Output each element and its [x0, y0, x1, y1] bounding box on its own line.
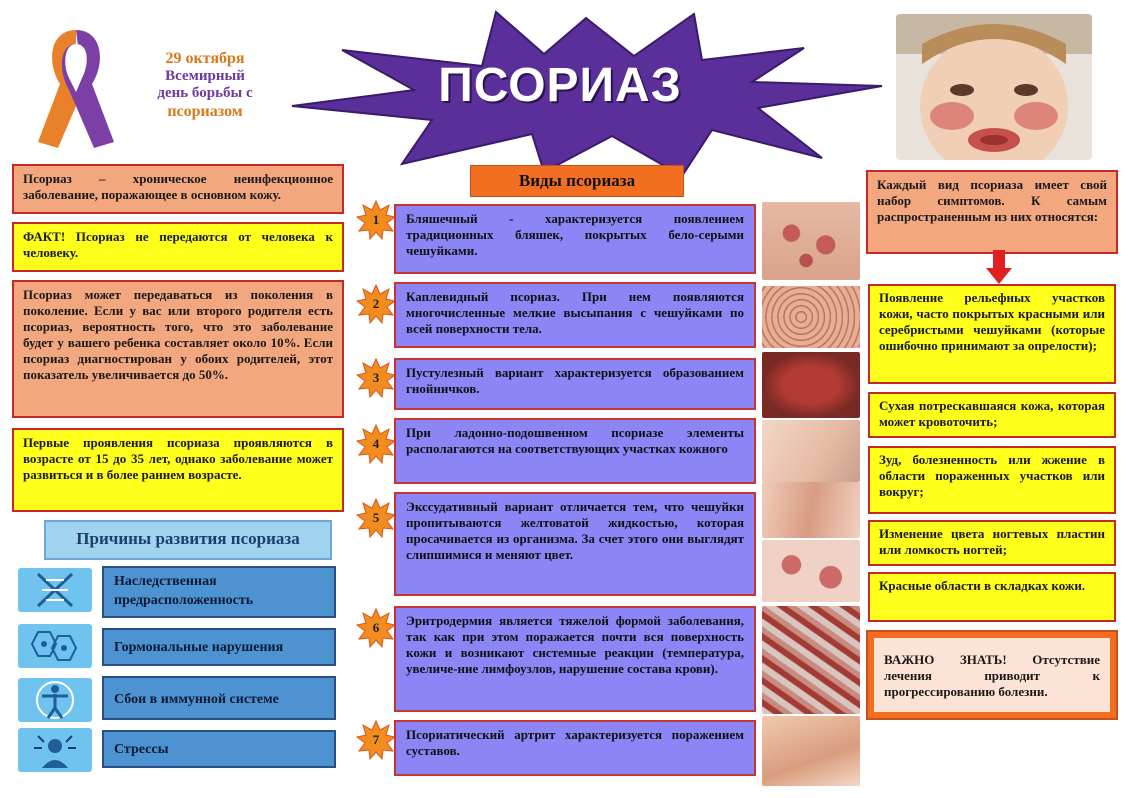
symptoms-intro-box: Каждый вид псориаза имеет свой набор симптомов. К самым распространенным из них относятся: — [866, 170, 1118, 254]
number-burst-icon — [356, 358, 396, 398]
number-burst-icon — [356, 284, 396, 324]
type-number: 4 — [372, 436, 380, 451]
symptom-item: Сухая потрескавшаяся кожа, которая может кровоточить; — [868, 392, 1116, 438]
psoriasis-type-box: Бляшечный - характеризуется появлением традиционных бляшек, покрытых бело-серыми чешуйками. — [394, 204, 756, 274]
important-note-box — [866, 630, 1118, 720]
number-burst-icon — [356, 720, 396, 760]
type-number: 2 — [372, 296, 380, 311]
number-burst-icon — [356, 200, 396, 240]
plaque-psoriasis-photo — [762, 202, 860, 280]
fact-box: ФАКТ! Псориаз не передаются от человека к человеку. — [12, 222, 344, 272]
page-title: ПСОРИАЗ — [438, 59, 682, 112]
child-face-photo — [896, 14, 1092, 160]
psoriasis-type-box: Пустулезный вариант характеризуется образованием гнойничков. — [394, 358, 756, 410]
dna-icon — [18, 568, 92, 612]
type-number: 5 — [372, 510, 380, 525]
causes-title: Причины развития псориаза — [44, 520, 332, 560]
type-number: 1 — [372, 212, 380, 227]
event-line: день борьбы с — [157, 85, 253, 101]
exudative-psoriasis-photo — [762, 540, 860, 602]
palmoplantar-psoriasis-photo — [762, 420, 860, 482]
cause-item: Гормональные нарушения — [102, 628, 336, 666]
symptom-item: Появление рельефных участков кожи, часто покрытых красными или серебристыми чешуйками (которые ошибочно принимают за опрелости); — [868, 284, 1116, 384]
important-note-text: ВАЖНО ЗНАТЬ! Отсутствие лечения приводит к прогрессированию болезни. — [874, 638, 1110, 712]
psoriasis-type-box: Эритродермия является тяжелой формой заболевания, так как при этом поражается почти вся поверхность кожи и возникают системные реакции (температура, увеличе-ние лимфоузлов, нарушение состава крови). — [394, 606, 756, 712]
psoriasis-type-box: При ладонно-подошвенном псориазе элементы располагаются на соответствующих участках кожного — [394, 418, 756, 484]
cells-icon — [18, 624, 92, 668]
guttate-psoriasis-photo — [762, 286, 860, 348]
stress-person-icon — [18, 728, 92, 772]
number-burst-icon — [356, 498, 396, 538]
pustular-psoriasis-photo — [762, 352, 860, 418]
number-burst-icon — [356, 608, 396, 648]
type-number: 7 — [372, 732, 380, 747]
number-burst-icon — [356, 424, 396, 464]
cause-item: Стрессы — [102, 730, 336, 768]
definition-box: Псориаз – хроническое неинфекционное заболевание, поражающее в основном кожу. — [12, 164, 344, 214]
awareness-ribbon-logo — [30, 22, 122, 154]
awareness-day-caption — [140, 50, 270, 121]
symptom-item: Зуд, болезненность или жжение в области пораженных участков или вокруг; — [868, 446, 1116, 514]
symptom-item: Красные области в складках кожи. — [868, 572, 1116, 622]
cause-item: Наследственная предрасположенность — [102, 566, 336, 618]
psoriasis-type-box: Экссудативный вариант отличается тем, что чешуйки пропитываются желтоватой жидкостью, которая просачивается из организма. За счет этого они выглядят слипшимися и меняют цвет. — [394, 492, 756, 596]
symptom-item: Изменение цвета ногтевых пластин или ломкость ногтей; — [868, 520, 1116, 566]
human-figure-icon — [18, 678, 92, 722]
type-number: 6 — [372, 620, 380, 635]
nail-psoriasis-photo — [762, 482, 860, 538]
psoriasis-type-box: Каплевидный псориаз. При нем появляются многочисленные мелкие высыпания с чешуйками по всей поверхности тела. — [394, 282, 756, 348]
type-number: 3 — [372, 370, 380, 385]
arrow-down-icon — [986, 250, 1012, 284]
erythroderma-photo — [762, 606, 860, 714]
first-signs-box: Первые проявления псориаза проявляются в возрасте от 15 до 35 лет, однако заболевание может развиться и в более раннем возрасте. — [12, 428, 344, 512]
psoriasis-type-box: Псориатический артрит характеризуется поражением суставов. — [394, 720, 756, 776]
event-date: 29 октября — [165, 50, 245, 67]
psoriatic-arthritis-photo — [762, 716, 860, 786]
cause-item: Сбои в иммунной системе — [102, 676, 336, 720]
heredity-box: Псориаз может передаваться из поколения в поколение. Если у вас или второго родителя есть псориаз, вероятность того, что это заболевание будет у вашего ребенка составляет около 10%. Если псориаз диагностирован у обоих родителей, этот показатель увеличивается до 50%. — [12, 280, 344, 418]
types-title: Виды псориаза — [470, 165, 684, 197]
event-line: Всемирный — [165, 68, 245, 84]
event-line: псориазом — [167, 103, 243, 120]
